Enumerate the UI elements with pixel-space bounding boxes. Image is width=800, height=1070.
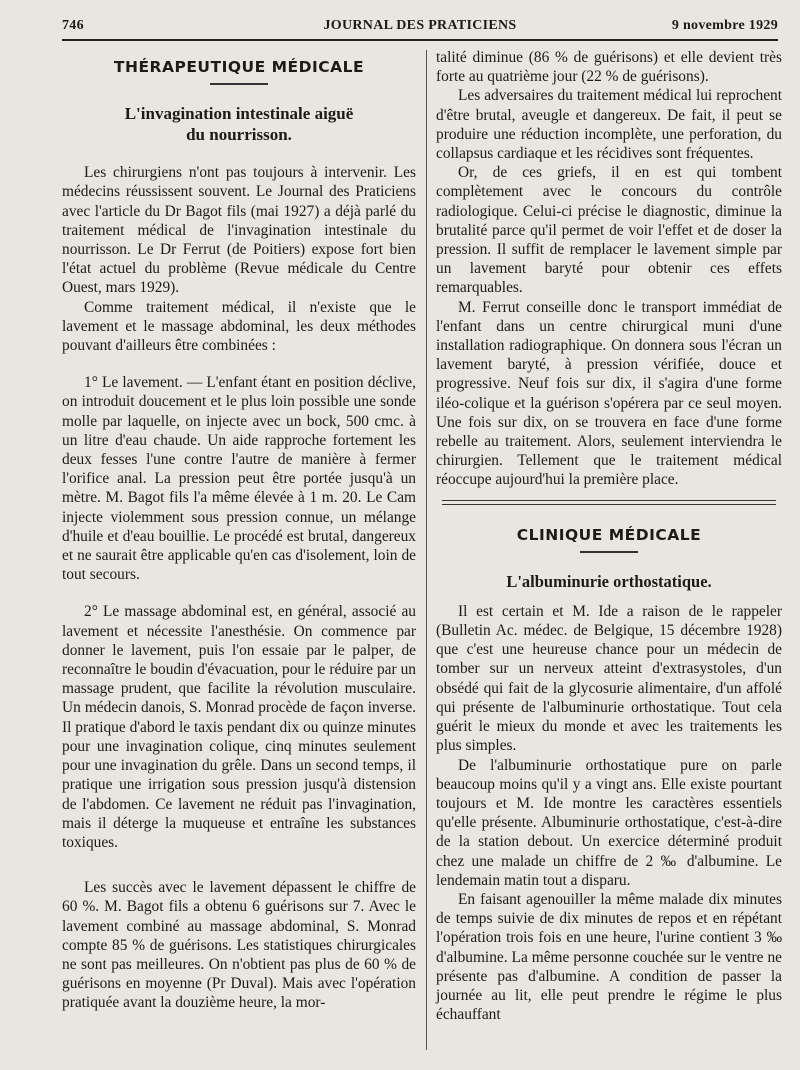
right-column xyxy=(436,48,782,1024)
paragraph: Il est certain et M. Ide a raison de le rappeler (Bulletin Ac. médec. de Belgique, 15 décembre 1928) que c'est une heureuse chance pour un médecin de tomber sur un nerveux atteint d'extrasystoles, d'un obsédé qui fait de la glycosurie alimentaire, d'un affolé qui présente de l'albuminurie orthostatique. Tout cela guérit le mieux du monde et avec les traitements les plus simples. xyxy=(436,602,782,755)
paragraph: Les succès avec le lavement dépassent le chiffre de 60 %. M. Bagot fils a obtenu 6 guérisons sur 7. Avec le lavement combiné au massage abdominal, S. Monrad compte 85 % de guérisons. Les statistiques chirurgicales ne sont pas meilleures. On n'obtient pas plus de 60 % de guérisons en moyenne (Pr Duval). Mais avec l'opération pratiquée avant la douzième heure, la mor- xyxy=(62,879,416,1012)
paragraph-massage: 2° Le massage abdominal est, en général, associé au lavement et nécessite l'anesthésie. On commence par donner le lavement, puis l'on essaie par le palper, de reconnaître le boudin d'évacuation, pour le réduire par un massage prudent, que facilite la révolution musculaire. Un médecin danois, S. Monrad procède de façon inverse. Il pratique d'abord le taxis pendant dix ou quinze minutes pour une invagination colique, cinq minutes seulement pour une invagination du grêle. Dans un second temps, il pratique une irrigation sous pression jusqu'à distension de l'abdomen. Ce lavement ne réduit pas l'invagination, mais il déterge la muqueuse et entraîne les substances toxiques. xyxy=(62,603,416,851)
running-header xyxy=(62,16,778,38)
paragraph: De l'albuminurie orthostatique pure on parle beaucoup moins qu'il y a vingt ans. Elle existe pourtant toujours et M. Ide montre les caractères essentiels qu'elle présente. Albuminurie orthostatique, c'est-à-dire de la station debout. Un exercice déterminé produit chez une malade un chiffre de 2 ‰ d'albumine. Le lendemain matin tout a disparu. xyxy=(436,756,782,889)
paragraph-lavement: 1° Le lavement. — L'enfant étant en position déclive, on introduit doucement et le plus loin possible une sonde molle par laquelle, on injecte avec un bock, 500 cmc. à un litre d'eau chaude. Un aide rapproche fortement les deux fesses l'une contre l'autre de manière à fermer l'orifice anal. La pression peut être portée jusqu'à un mètre. M. Bagot fils l'a même élevée à 1 m. 20. Le Cam injecte violemment sous pression connue, un mélange d'huile et d'eau bouillie. Le procédé est brutal, dangereux et ne saurait être applicable qu'en cas d'isolement, loin de tout secours. xyxy=(62,374,416,584)
section-title-therapeutique: THÉRAPEUTIQUE MÉDICALE xyxy=(113,58,365,76)
paragraph: Les adversaires du traitement médical lui reprochent d'être brutal, aveugle et dangereux. De fait, il peut se produire une réduction incomplète, une perforation, du collapsus cardiaque et les récidives sont fréquentes. xyxy=(436,87,782,163)
section-separator xyxy=(442,500,776,508)
left-column xyxy=(62,48,416,1013)
paragraph: talité diminue (86 % de guérisons) et elle devient très forte au quatrième jour (22 % de guérisons). xyxy=(436,49,782,86)
article-title-line1: L'invagination intestinale aiguë xyxy=(124,104,354,124)
section-title-clinique: CLINIQUE MÉDICALE xyxy=(516,525,702,544)
paragraph: Comme traitement médical, il n'existe que le lavement et le massage abdominal, les deux méthodes pouvant d'ailleurs être combinées : xyxy=(62,298,416,355)
article-title-line2: du nourrisson. xyxy=(186,125,292,145)
paragraph: M. Ferrut conseille donc le transport immédiat de l'enfant dans un centre chirurgical muni d'une installation radiographique. On donnera sous l'écran un lavement baryté, à pression vérifiée, douce et progressive. Neuf fois sur dix, il s'agira d'une forme iléo-colique et la guérison s'opérera par ce seul moyen. Une fois sur dix, on se trouvera en face d'une forme rebelle au traitement. Alors, seulement interviendra le chirurgien. Tellement que le traitement médical réoccupe aujourd'hui la première place. xyxy=(436,298,782,489)
issue-date: 9 novembre 1929 xyxy=(671,18,778,33)
paragraph: En faisant agenouiller la même malade dix minutes de temps suivie de dix minutes de repos et en répétant l'opération trois fois en une heure, l'urine contient 3 ‰ d'albumine. La même personne couchée sur le ventre ne présente pas d'albumine. A condition de passer la journée au lit, elle peut prendre le régime le plus échauffant xyxy=(436,890,782,1024)
paragraph: Or, de ces griefs, il en est qui tombent complètement avec le concours du contrôle radiologique. Celui-ci précise le diagnostic, diminue la brutalité parce qu'il permet de voir l'effet et de doser la pression. Il suffit de remplacer le lavement simple par un lavement baryté pour obtenir ces effets remarquables. xyxy=(436,164,782,297)
journal-title: JOURNAL DES PRATICIENS xyxy=(323,18,517,33)
page-number: 746 xyxy=(62,18,84,33)
column-divider xyxy=(426,50,427,1050)
article-title-albuminurie: L'albuminurie orthostatique. xyxy=(506,571,712,591)
header-rule xyxy=(62,39,778,41)
paragraph: Les chirurgiens n'ont pas toujours à intervenir. Les médecins réussissent souvent. Le Journal des Praticiens avec l'article du Dr Bagot fils (mai 1927) a déjà parlé du traitement médical de l'invagination intestinale du nourrisson. Le Dr Ferrut (de Poitiers) expose fort bien l'état actuel du problème (Revue médicale du Centre Ouest, mars 1929). xyxy=(62,164,416,297)
